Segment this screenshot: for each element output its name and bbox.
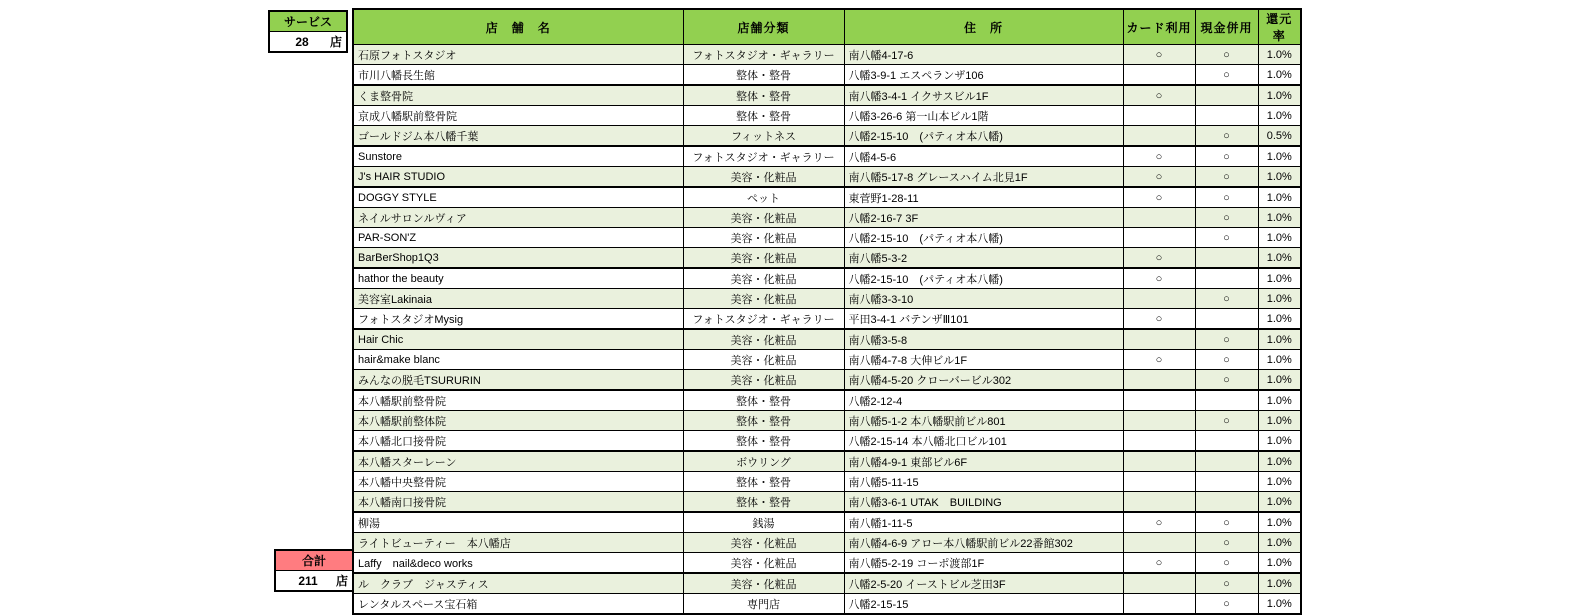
address-cell[interactable]: 南八幡5-11-15 xyxy=(844,472,1123,492)
store-category-cell[interactable]: 美容・化粧品 xyxy=(683,248,844,269)
store-category-cell[interactable]: 美容・化粧品 xyxy=(683,329,844,350)
cash-combined-mark-cell[interactable] xyxy=(1195,472,1258,492)
cash-combined-mark-cell[interactable] xyxy=(1195,106,1258,126)
table-row xyxy=(353,45,1301,65)
store-category-cell[interactable]: 整体・整骨 xyxy=(683,106,844,126)
cash-combined-mark-cell[interactable]: ○ xyxy=(1195,45,1258,65)
header-address[interactable]: 住 所 xyxy=(844,9,1123,45)
cash-combined-mark-cell[interactable]: ○ xyxy=(1195,370,1258,391)
card-use-mark-cell[interactable] xyxy=(1123,431,1195,452)
store-category-cell[interactable]: フィットネス xyxy=(683,126,844,147)
rate-cell[interactable]: 1.0% xyxy=(1258,431,1301,452)
rate-cell[interactable]: 1.0% xyxy=(1258,146,1301,167)
service-summary-header[interactable]: サービス xyxy=(270,12,346,32)
store-category-cell[interactable]: フォトスタジオ・ギャラリー xyxy=(683,146,844,167)
cash-combined-mark-cell[interactable] xyxy=(1195,451,1258,472)
store-name-cell[interactable]: J's HAIR STUDIO xyxy=(353,167,683,188)
address-cell[interactable]: 南八幡5-17-8 グレースハイム北見1F xyxy=(844,167,1123,188)
store-category-cell[interactable]: 専門店 xyxy=(683,594,844,615)
store-name-cell[interactable]: Laffy nail&deco works xyxy=(353,553,683,574)
store-name-cell[interactable]: 市川八幡長生館 xyxy=(353,65,683,86)
table-row xyxy=(353,533,1301,553)
address-cell[interactable]: 南八幡3-6-1 UTAK BUILDING xyxy=(844,492,1123,513)
cash-combined-mark-cell[interactable]: ○ xyxy=(1195,167,1258,188)
card-use-mark-cell[interactable] xyxy=(1123,228,1195,248)
rate-cell[interactable]: 1.0% xyxy=(1258,512,1301,533)
store-category-cell[interactable]: 整体・整骨 xyxy=(683,390,844,411)
store-category-cell[interactable]: 美容・化粧品 xyxy=(683,268,844,289)
cash-combined-mark-cell[interactable] xyxy=(1195,492,1258,513)
card-use-mark-cell[interactable]: ○ xyxy=(1123,309,1195,330)
card-use-mark-cell[interactable] xyxy=(1123,289,1195,309)
total-count: 211 xyxy=(298,573,318,588)
store-name-cell[interactable]: 京成八幡駅前整骨院 xyxy=(353,106,683,126)
table-row xyxy=(353,472,1301,492)
cash-combined-mark-cell[interactable] xyxy=(1195,85,1258,106)
address-cell[interactable]: 八幡2-12-4 xyxy=(844,390,1123,411)
cash-combined-mark-cell[interactable] xyxy=(1195,268,1258,289)
cash-combined-mark-cell[interactable]: ○ xyxy=(1195,126,1258,147)
service-summary-value[interactable] xyxy=(270,32,346,51)
cash-combined-mark-cell[interactable]: ○ xyxy=(1195,329,1258,350)
card-use-mark-cell[interactable] xyxy=(1123,492,1195,513)
cash-combined-mark-cell[interactable]: ○ xyxy=(1195,512,1258,533)
store-category-cell[interactable]: 美容・化粧品 xyxy=(683,228,844,248)
address-cell[interactable]: 八幡3-26-6 第一山本ビル1階 xyxy=(844,106,1123,126)
table-row xyxy=(353,167,1301,188)
rate-cell[interactable]: 1.0% xyxy=(1258,167,1301,188)
address-cell[interactable]: 南八幡3-5-8 xyxy=(844,329,1123,350)
table-row xyxy=(353,106,1301,126)
table-row xyxy=(353,370,1301,391)
rate-cell[interactable]: 1.0% xyxy=(1258,553,1301,574)
rate-cell[interactable]: 1.0% xyxy=(1258,350,1301,370)
cash-combined-mark-cell[interactable]: ○ xyxy=(1195,573,1258,594)
store-category-cell[interactable]: 美容・化粧品 xyxy=(683,370,844,391)
table-row xyxy=(353,329,1301,350)
table-row xyxy=(353,553,1301,574)
card-use-mark-cell[interactable]: ○ xyxy=(1123,350,1195,370)
card-use-mark-cell[interactable] xyxy=(1123,533,1195,553)
cash-combined-mark-cell[interactable]: ○ xyxy=(1195,553,1258,574)
header-card-use[interactable]: カード利用 xyxy=(1123,9,1195,45)
rate-cell[interactable]: 1.0% xyxy=(1258,329,1301,350)
store-name-cell[interactable]: 本八幡北口接骨院 xyxy=(353,431,683,452)
card-use-mark-cell[interactable]: ○ xyxy=(1123,268,1195,289)
store-name-cell[interactable]: Hair Chic xyxy=(353,329,683,350)
rate-cell[interactable]: 0.5% xyxy=(1258,126,1301,147)
store-category-cell[interactable]: 美容・化粧品 xyxy=(683,533,844,553)
table-row xyxy=(353,208,1301,228)
address-cell[interactable]: 八幡2-5-20 イーストビル芝田3F xyxy=(844,573,1123,594)
store-name-cell[interactable]: 本八幡駅前整骨院 xyxy=(353,390,683,411)
address-cell[interactable]: 八幡3-9-1 エスペランザ106 xyxy=(844,65,1123,86)
table-row xyxy=(353,451,1301,472)
card-use-mark-cell[interactable] xyxy=(1123,411,1195,431)
address-cell[interactable]: 八幡2-15-10 (パティオ本八幡) xyxy=(844,268,1123,289)
card-use-mark-cell[interactable] xyxy=(1123,329,1195,350)
address-cell[interactable]: 南八幡4-7-8 大伸ビル1F xyxy=(844,350,1123,370)
table-row xyxy=(353,431,1301,452)
cash-combined-mark-cell[interactable] xyxy=(1195,431,1258,452)
address-cell[interactable]: 八幡2-15-15 xyxy=(844,594,1123,615)
store-name-cell[interactable]: くま整骨院 xyxy=(353,85,683,106)
rate-cell[interactable]: 1.0% xyxy=(1258,411,1301,431)
rate-cell[interactable]: 1.0% xyxy=(1258,451,1301,472)
cash-combined-mark-cell[interactable]: ○ xyxy=(1195,208,1258,228)
store-name-cell[interactable]: DOGGY STYLE xyxy=(353,187,683,208)
store-category-cell[interactable]: フォトスタジオ・ギャラリー xyxy=(683,309,844,330)
rate-cell[interactable]: 1.0% xyxy=(1258,228,1301,248)
card-use-mark-cell[interactable] xyxy=(1123,594,1195,615)
cash-combined-mark-cell[interactable]: ○ xyxy=(1195,594,1258,615)
header-rate[interactable]: 還元率 xyxy=(1258,9,1301,45)
rate-cell[interactable]: 1.0% xyxy=(1258,106,1301,126)
store-name-cell[interactable]: 柳湯 xyxy=(353,512,683,533)
address-cell[interactable]: 八幡4-5-6 xyxy=(844,146,1123,167)
store-name-cell[interactable]: 石原フォトスタジオ xyxy=(353,45,683,65)
table-header-row xyxy=(353,9,1301,45)
store-category-cell[interactable]: 整体・整骨 xyxy=(683,472,844,492)
address-cell[interactable]: 南八幡4-9-1 東部ビル6F xyxy=(844,451,1123,472)
card-use-mark-cell[interactable] xyxy=(1123,370,1195,391)
table-row xyxy=(353,126,1301,147)
cash-combined-mark-cell[interactable]: ○ xyxy=(1195,187,1258,208)
store-category-cell[interactable]: 整体・整骨 xyxy=(683,431,844,452)
address-cell[interactable]: 南八幡4-17-6 xyxy=(844,45,1123,65)
store-category-cell[interactable]: 美容・化粧品 xyxy=(683,289,844,309)
header-cash-combined[interactable]: 現金併用 xyxy=(1195,9,1258,45)
table-row xyxy=(353,492,1301,513)
address-cell[interactable]: 南八幡3-4-1 イクサスビル1F xyxy=(844,85,1123,106)
card-use-mark-cell[interactable] xyxy=(1123,126,1195,147)
table-row xyxy=(353,268,1301,289)
total-unit: 店 xyxy=(335,574,348,588)
card-use-mark-cell[interactable]: ○ xyxy=(1123,85,1195,106)
rate-cell[interactable]: 1.0% xyxy=(1258,573,1301,594)
store-name-cell[interactable]: ル クラブ ジャスティス xyxy=(353,573,683,594)
store-category-cell[interactable]: 整体・整骨 xyxy=(683,492,844,513)
rate-cell[interactable]: 1.0% xyxy=(1258,65,1301,86)
table-row xyxy=(353,65,1301,86)
store-name-cell[interactable]: みんなの脱毛TSURURIN xyxy=(353,370,683,391)
service-summary-box xyxy=(268,10,348,53)
cash-combined-mark-cell[interactable]: ○ xyxy=(1195,146,1258,167)
store-name-cell[interactable]: 本八幡中央整骨院 xyxy=(353,472,683,492)
header-store-category[interactable]: 店舗分類 xyxy=(683,9,844,45)
card-use-mark-cell[interactable] xyxy=(1123,472,1195,492)
table-row xyxy=(353,594,1301,615)
address-cell[interactable]: 八幡2-15-10 (パティオ本八幡) xyxy=(844,228,1123,248)
card-use-mark-cell[interactable]: ○ xyxy=(1123,248,1195,269)
rate-cell[interactable]: 1.0% xyxy=(1258,472,1301,492)
store-category-cell[interactable]: 銭湯 xyxy=(683,512,844,533)
address-cell[interactable]: 南八幡5-1-2 本八幡駅前ビル801 xyxy=(844,411,1123,431)
address-cell[interactable]: 八幡2-15-10 (パティオ本八幡) xyxy=(844,126,1123,147)
store-category-cell[interactable]: ボウリング xyxy=(683,451,844,472)
cash-combined-mark-cell[interactable]: ○ xyxy=(1195,228,1258,248)
store-name-cell[interactable]: hair&make blanc xyxy=(353,350,683,370)
store-name-cell[interactable]: PAR-SON'Z xyxy=(353,228,683,248)
rate-cell[interactable]: 1.0% xyxy=(1258,187,1301,208)
rate-cell[interactable]: 1.0% xyxy=(1258,309,1301,330)
cash-combined-mark-cell[interactable] xyxy=(1195,390,1258,411)
store-table xyxy=(352,8,1302,615)
card-use-mark-cell[interactable]: ○ xyxy=(1123,146,1195,167)
store-name-cell[interactable]: レンタルスペース宝石箱 xyxy=(353,594,683,615)
rate-cell[interactable]: 1.0% xyxy=(1258,45,1301,65)
table-row xyxy=(353,248,1301,269)
rate-cell[interactable]: 1.0% xyxy=(1258,248,1301,269)
rate-cell[interactable]: 1.0% xyxy=(1258,85,1301,106)
rate-cell[interactable]: 1.0% xyxy=(1258,289,1301,309)
table-row xyxy=(353,187,1301,208)
card-use-mark-cell[interactable]: ○ xyxy=(1123,553,1195,574)
table-row xyxy=(353,350,1301,370)
table-row xyxy=(353,573,1301,594)
cash-combined-mark-cell[interactable] xyxy=(1195,309,1258,330)
header-store-name[interactable]: 店 舗 名 xyxy=(353,9,683,45)
cash-combined-mark-cell[interactable]: ○ xyxy=(1195,411,1258,431)
card-use-mark-cell[interactable]: ○ xyxy=(1123,512,1195,533)
rate-cell[interactable]: 1.0% xyxy=(1258,208,1301,228)
address-cell[interactable]: 南八幡4-6-9 アロー本八幡駅前ビル22番館302 xyxy=(844,533,1123,553)
store-name-cell[interactable]: 美容室Lakinaia xyxy=(353,289,683,309)
rate-cell[interactable]: 1.0% xyxy=(1258,390,1301,411)
card-use-mark-cell[interactable] xyxy=(1123,106,1195,126)
rate-cell[interactable]: 1.0% xyxy=(1258,492,1301,513)
store-name-cell[interactable]: ネイルサロンルヴィア xyxy=(353,208,683,228)
table-row xyxy=(353,309,1301,330)
store-name-cell[interactable]: 本八幡スターレーン xyxy=(353,451,683,472)
total-summary-header[interactable]: 合計 xyxy=(276,551,352,571)
cash-combined-mark-cell[interactable]: ○ xyxy=(1195,350,1258,370)
cash-combined-mark-cell[interactable]: ○ xyxy=(1195,289,1258,309)
card-use-mark-cell[interactable] xyxy=(1123,208,1195,228)
store-name-cell[interactable]: hathor the beauty xyxy=(353,268,683,289)
store-category-cell[interactable]: 整体・整骨 xyxy=(683,85,844,106)
card-use-mark-cell[interactable]: ○ xyxy=(1123,187,1195,208)
card-use-mark-cell[interactable]: ○ xyxy=(1123,167,1195,188)
service-unit: 店 xyxy=(329,35,342,49)
total-summary-box xyxy=(274,549,354,592)
table-row xyxy=(353,146,1301,167)
store-category-cell[interactable]: 整体・整骨 xyxy=(683,65,844,86)
rate-cell[interactable]: 1.0% xyxy=(1258,268,1301,289)
store-name-cell[interactable]: ゴールドジム本八幡千葉 xyxy=(353,126,683,147)
address-cell[interactable]: 南八幡5-3-2 xyxy=(844,248,1123,269)
card-use-mark-cell[interactable]: ○ xyxy=(1123,45,1195,65)
rate-cell[interactable]: 1.0% xyxy=(1258,594,1301,615)
table-row xyxy=(353,228,1301,248)
service-count: 28 xyxy=(295,34,309,49)
store-name-cell[interactable]: 本八幡南口接骨院 xyxy=(353,492,683,513)
address-cell[interactable]: 平田3-4-1 バテンザⅢ101 xyxy=(844,309,1123,330)
store-table-body xyxy=(353,45,1301,615)
store-name-cell[interactable]: Sunstore xyxy=(353,146,683,167)
card-use-mark-cell[interactable] xyxy=(1123,451,1195,472)
store-name-cell[interactable]: ライトビューティー 本八幡店 xyxy=(353,533,683,553)
rate-cell[interactable]: 1.0% xyxy=(1258,533,1301,553)
store-name-cell[interactable]: 本八幡駅前整体院 xyxy=(353,411,683,431)
store-name-cell[interactable]: BarBerShop1Q3 xyxy=(353,248,683,269)
table-row xyxy=(353,85,1301,106)
store-category-cell[interactable]: 美容・化粧品 xyxy=(683,553,844,574)
table-row xyxy=(353,411,1301,431)
store-category-cell[interactable]: 美容・化粧品 xyxy=(683,208,844,228)
store-category-cell[interactable]: 整体・整骨 xyxy=(683,411,844,431)
cash-combined-mark-cell[interactable]: ○ xyxy=(1195,533,1258,553)
table-row xyxy=(353,390,1301,411)
store-category-cell[interactable]: フォトスタジオ・ギャラリー xyxy=(683,45,844,65)
table-row xyxy=(353,512,1301,533)
address-cell[interactable]: 東菅野1-28-11 xyxy=(844,187,1123,208)
address-cell[interactable]: 南八幡1-11-5 xyxy=(844,512,1123,533)
table-row xyxy=(353,289,1301,309)
store-category-cell[interactable]: 美容・化粧品 xyxy=(683,167,844,188)
cash-combined-mark-cell[interactable] xyxy=(1195,248,1258,269)
store-category-cell[interactable]: 美容・化粧品 xyxy=(683,573,844,594)
card-use-mark-cell[interactable] xyxy=(1123,390,1195,411)
card-use-mark-cell[interactable] xyxy=(1123,573,1195,594)
store-category-cell[interactable]: 美容・化粧品 xyxy=(683,350,844,370)
cash-combined-mark-cell[interactable]: ○ xyxy=(1195,65,1258,86)
address-cell[interactable]: 八幡2-15-14 本八幡北口ビル101 xyxy=(844,431,1123,452)
card-use-mark-cell[interactable] xyxy=(1123,65,1195,86)
store-name-cell[interactable]: フォトスタジオMysig xyxy=(353,309,683,330)
rate-cell[interactable]: 1.0% xyxy=(1258,370,1301,391)
address-cell[interactable]: 八幡2-16-7 3F xyxy=(844,208,1123,228)
address-cell[interactable]: 南八幡3-3-10 xyxy=(844,289,1123,309)
store-category-cell[interactable]: ペット xyxy=(683,187,844,208)
address-cell[interactable]: 南八幡5-2-19 コーポ渡部1F xyxy=(844,553,1123,574)
address-cell[interactable]: 南八幡4-5-20 クローバービル302 xyxy=(844,370,1123,391)
total-summary-value[interactable] xyxy=(276,571,352,590)
